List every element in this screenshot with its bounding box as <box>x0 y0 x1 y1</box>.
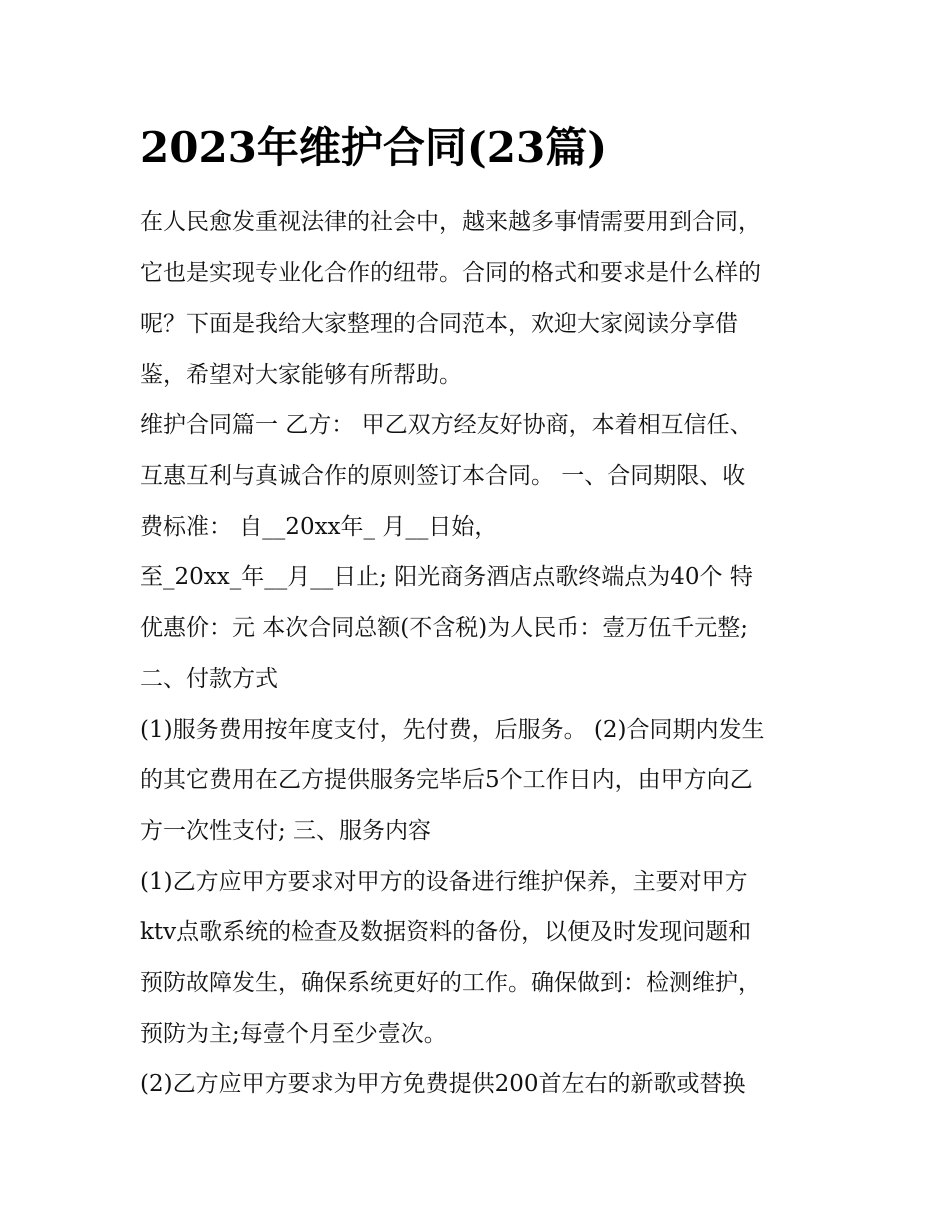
paragraph-line: ktv点歌系统的检查及数据资料的备份，以便及时发现问题和 <box>140 919 752 945</box>
paragraph-line: 预防为主;每壹个月至少壹次。 <box>140 1021 447 1047</box>
paragraph-line: 在人民愈发重视法律的社会中，越来越多事情需要用到合同， <box>140 209 761 235</box>
paragraph-line: 鉴，希望对大家能够有所帮助。 <box>140 362 462 388</box>
paragraph-line: 优惠价：元 本次合同总额(不含税)为人民币：壹万伍千元整; <box>140 615 749 641</box>
document-title: 2023年维护合同(23篇) <box>140 123 608 172</box>
paragraph-line: 二、付款方式 <box>140 666 278 692</box>
paragraph-line: 的其它费用在乙方提供服务完毕后5个工作日内，由甲方向乙 <box>140 767 753 793</box>
paragraph-line: (2)乙方应甲方要求为甲方免费提供200首左右的新歌或替换 <box>140 1071 746 1097</box>
paragraph-line: 至_20xx_年__月__日止; 阳光商务酒店点歌终端点为40个 特 <box>140 564 753 590</box>
paragraph-line: 方一次性支付; 三、服务内容 <box>140 818 432 844</box>
paragraph-line: (1)乙方应甲方要求对甲方的设备进行维护保养，主要对甲方 <box>140 869 748 895</box>
paragraph-line: 预防故障发生，确保系统更好的工作。确保做到：检测维护， <box>140 970 761 996</box>
paragraph-line: 费标准： 自__20xx年_ 月__日始， <box>140 514 498 540</box>
paragraph-line: 互惠互利与真诚合作的原则签订本合同。 一、合同期限、收 <box>140 463 746 489</box>
paragraph-line: 维护合同篇一 乙方： 甲乙双方经友好协商，本着相互信任、 <box>140 412 753 438</box>
paragraph-line: 它也是实现专业化合作的纽带。合同的格式和要求是什么样的 <box>140 260 761 286</box>
paragraph-line: 呢？下面是我给大家整理的合同范本，欢迎大家阅读分享借 <box>140 311 738 337</box>
paragraph-line: (1)服务费用按年度支付，先付费，后服务。 (2)合同期内发生 <box>140 717 765 743</box>
